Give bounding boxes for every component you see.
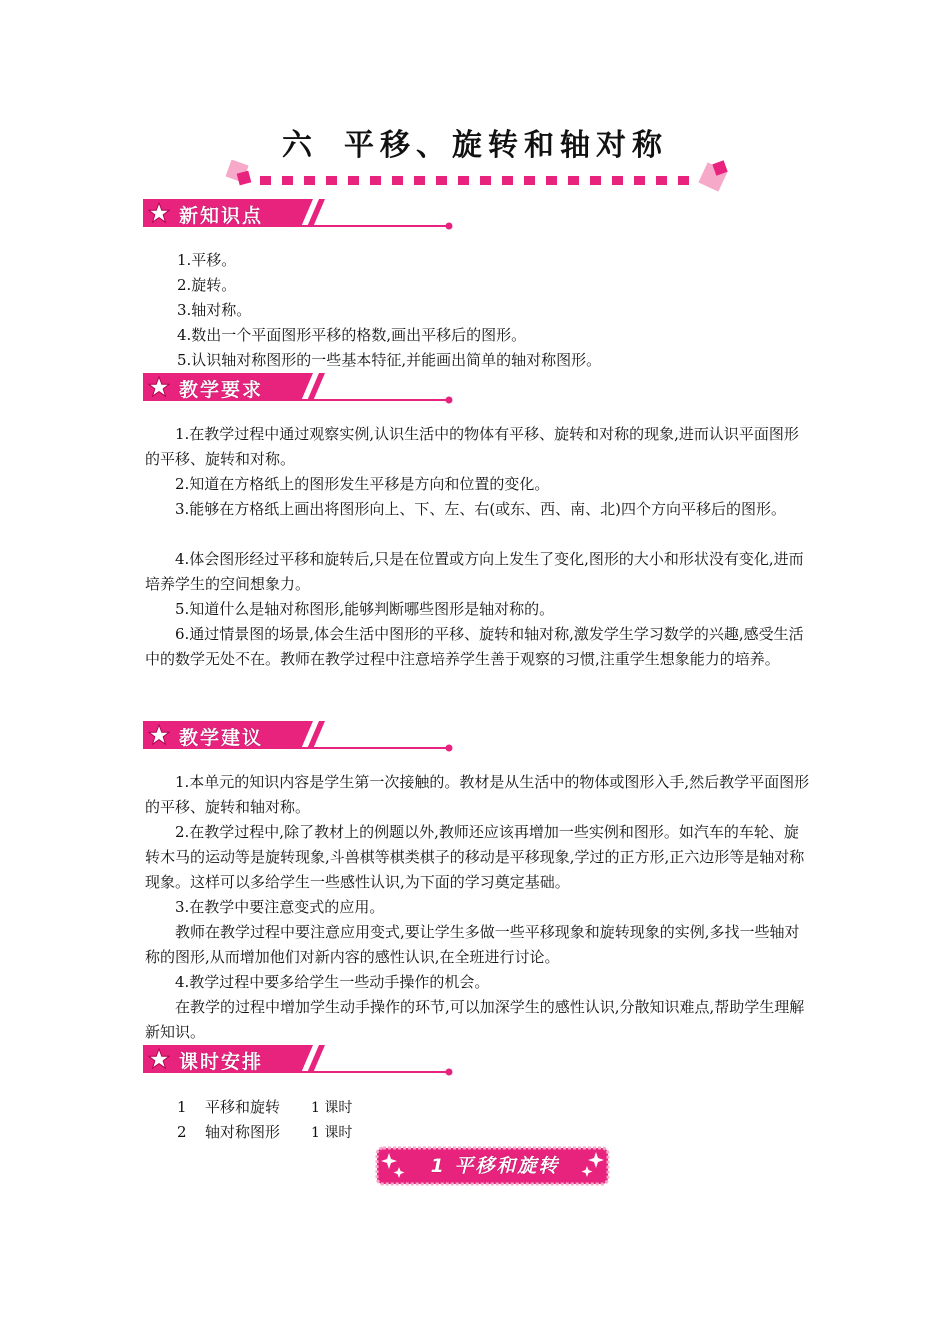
star-icon [148, 1048, 170, 1070]
star-icon [148, 376, 170, 398]
subsection-title [405, 1151, 585, 1178]
title-decoration [220, 160, 740, 194]
schedule-topic: 轴对称图形 [205, 1123, 281, 1141]
section-heading: 新知识点 [179, 205, 264, 227]
suggestion-paragraph: 4.教学过程中要多给学生一些动手操作的机会。 [175, 973, 490, 991]
chapter-number: 六 [282, 128, 318, 163]
subsection-banner [375, 1146, 610, 1186]
suggestion-paragraph: 1.本单元的知识内容是学生第一次接触的。教材是从生活中的物体或图形入手,然后教学平面图形的平移、旋转和轴对称。 [145, 773, 810, 816]
section-heading: 教学建议 [179, 727, 264, 749]
schedule-row [177, 1120, 352, 1146]
knowledge-item: 4.数出一个平面图形平移的格数,画出平移后的图形。 [177, 326, 527, 344]
knowledge-item: 1.平移。 [177, 251, 237, 269]
section-header-requirements [143, 373, 455, 405]
requirement-paragraph: 3.能够在方格纸上画出将图形向上、下、左、右(或东、西、南、北)四个方向平移后的图形。 [175, 500, 787, 518]
chapter-title [215, 120, 735, 164]
subsection-title-text: 平移和旋转 [454, 1155, 560, 1177]
schedule-topic: 平移和旋转 [205, 1098, 281, 1116]
requirement-paragraph: 4.体会图形经过平移和旋转后,只是在位置或方向上发生了变化,图形的大小和形状没有变化,进而培养学生的空间想象力。 [145, 550, 804, 593]
sparkle-icon [381, 1151, 407, 1181]
requirement-paragraph: 6.通过情景图的场景,体会生活中图形的平移、旋转和轴对称,激发学生学习数学的兴趣,感受生活中的数学无处不在。教师在教学过程中注意培养学生善于观察的习惯,注重学生想象能力的培养。 [145, 625, 804, 668]
suggestion-paragraph: 在教学的过程中增加学生动手操作的环节,可以加深学生的感性认识,分散知识难点,帮助学生理解新知识。 [145, 998, 805, 1041]
suggestion-paragraph: 2.在教学过程中,除了教材上的例题以外,教师还应该再增加一些实例和图形。如汽车的车轮、旋转木马的运动等是旋转现象,斗兽棋等棋类棋子的移动是平移现象,学过的正方形,正六边形等是轴对称现象。这样可以多给学生一些感性认识,为下面的学习奠定基础。 [145, 823, 805, 891]
suggestion-paragraph: 教师在教学过程中要注意应用变式,要让学生多做一些平移现象和旋转现象的实例,多找一些轴对称的图形,从而增加他们对新内容的感性认识,在全班进行讨论。 [145, 923, 800, 966]
chapter-title-text: 平移、旋转和轴对称 [344, 128, 668, 163]
section-header-knowledge [143, 199, 455, 231]
schedule-number: 2 [177, 1123, 187, 1141]
star-icon [148, 724, 170, 746]
knowledge-item: 2.旋转。 [177, 276, 237, 294]
section-heading: 课时安排 [179, 1051, 264, 1073]
section-header-suggestions [143, 721, 455, 753]
star-icon [148, 202, 170, 224]
schedule-number: 1 [177, 1098, 187, 1116]
schedule-hours: 1 课时 [311, 1100, 353, 1116]
requirement-paragraph: 2.知道在方格纸上的图形发生平移是方向和位置的变化。 [175, 475, 550, 493]
section-heading: 教学要求 [179, 379, 264, 401]
schedule-row [177, 1095, 352, 1121]
section-header-schedule [143, 1045, 455, 1077]
requirement-paragraph: 1.在教学过程中通过观察实例,认识生活中的物体有平移、旋转和对称的现象,进而认识平面图形的平移、旋转和对称。 [145, 425, 799, 468]
subsection-number: 1 [430, 1155, 446, 1177]
suggestion-paragraph: 3.在教学中要注意变式的应用。 [175, 898, 385, 916]
knowledge-item: 5.认识轴对称图形的一些基本特征,并能画出简单的轴对称图形。 [177, 351, 602, 369]
schedule-hours: 1 课时 [311, 1125, 353, 1141]
knowledge-item: 3.轴对称。 [177, 301, 252, 319]
requirement-paragraph: 5.知道什么是轴对称图形,能够判断哪些图形是轴对称的。 [175, 600, 555, 618]
